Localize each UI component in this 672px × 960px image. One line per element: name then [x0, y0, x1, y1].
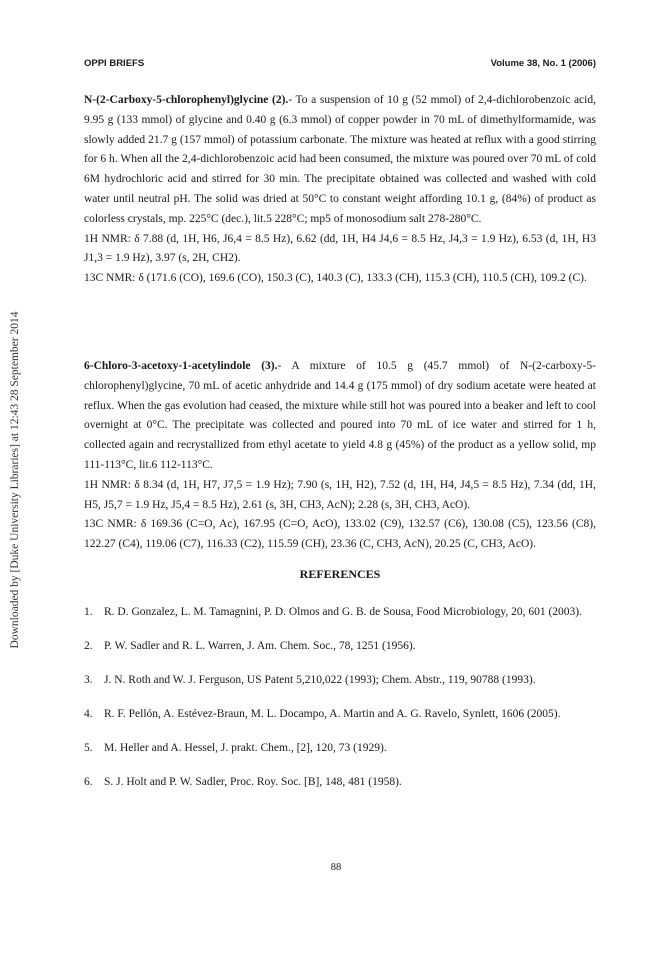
running-header [84, 58, 596, 72]
volume-info: Volume 38, No. 1 (2006) [490, 58, 596, 69]
reference-item [84, 774, 596, 791]
reference-text: M. Heller and A. Hessel, J. prakt. Chem., [2], 120, 73 (1929). [104, 742, 387, 754]
reference-number: 5. [84, 742, 93, 754]
reference-text: J. N. Roth and W. J. Ferguson, US Patent 5,210,022 (1993); Chem. Abstr., 119, 90788 (1993). [104, 674, 536, 686]
reference-item [84, 604, 596, 621]
reference-item [84, 638, 596, 655]
reference-number: 1. [84, 606, 93, 618]
compound-2-title: N-(2-Carboxy-5-chlorophenyl)glycine (2). [84, 94, 289, 106]
reference-list [84, 604, 596, 808]
compound-3-procedure [84, 357, 596, 476]
compound-3-title: 6-Chloro-3-acetoxy-1-acetylindole (3). [84, 360, 278, 372]
reference-number: 4. [84, 708, 93, 720]
download-watermark-text: Downloaded by [Duke University Libraries] at 12:43 28 September 2014 [9, 311, 21, 649]
compound-3-hnmr: 1H NMR: δ 8.34 (d, 1H, H7, J7,5 = 1.9 Hz); 7.90 (s, 1H, H2), 7.52 (d, 1H, H4, J4,5 = 8.5 Hz), 7.34 (dd, 1H, H5, J5,7 = 1.9 Hz, J5,4 = 8.5 Hz), 2.61 (s, 3H, CH3, AcN); 2.28 (s, 3H, CH3, AcO). [84, 478, 596, 511]
compound-3-section [84, 357, 596, 555]
reference-text: P. W. Sadler and R. L. Warren, J. Am. Chem. Soc., 78, 1251 (1956). [104, 640, 416, 652]
compound-2-cnmr: 13C NMR: δ (171.6 (CO), 169.6 (CO), 150.3 (C), 140.3 (C), 133.3 (CH), 115.3 (CH), 110.5 (CH), 109.2 (C). [84, 272, 587, 285]
compound-2-section [84, 91, 596, 289]
reference-text: S. J. Holt and P. W. Sadler, Proc. Roy. Soc. [B], 148, 481 (1958). [104, 776, 402, 788]
compound-2-procedure [84, 91, 596, 230]
reference-item [84, 740, 596, 757]
compound-2-text: - To a suspension of 10 g (52 mmol) of 2,4-dichlorobenzoic acid, 9.95 g (133 mmol) of glycine and 0.40 g (6.3 mmol) of copper powder in 70 mL of dimethylformamide, was slowly added 21.7 g (157 mmol) of potassium carbonate. The mixture was heated at reflux with a good stirring for 6 h. When all the 2,4-dichlorobenzoic acid had been consumed, the mixture was poured over 70 mL of cold 6M hydrochloric acid and stirred for 30 min. The precipitate obtained was collected and washed with cold water until neutral pH. The solid was dried at 50°C to constant weight affording 10.1 g, (84%) of product as colorless crystals, mp. 225°C (dec.), lit.5 228°C; mp5 of monosodium salt 278-280°C. [84, 94, 596, 225]
journal-section-title: OPPI BRIEFS [84, 58, 145, 69]
reference-text: R. F. Pellón, A. Estévez-Braun, M. L. Docampo, A. Martin and A. G. Ravelo, Synlett, 1606 (2005). [104, 708, 561, 720]
reference-number: 2. [84, 640, 93, 652]
page-number: 88 [330, 862, 342, 873]
reference-number: 6. [84, 776, 93, 788]
download-watermark [8, 250, 22, 710]
reference-item [84, 672, 596, 689]
reference-number: 3. [84, 674, 93, 686]
references-heading: REFERENCES [299, 567, 381, 581]
reference-item [84, 706, 596, 723]
reference-text: R. D. Gonzalez, L. M. Tamagnini, P. D. Olmos and G. B. de Sousa, Food Microbiology, 20, 601 (2003). [104, 606, 583, 618]
compound-3-text: - A mixture of 10.5 g (45.7 mmol) of N-(2-carboxy-5-chlorophenyl)glycine, 70 mL of acetic anhydride and 14.4 g (175 mmol) of dry sodium acetate were heated at reflux. When the gas evolution had ceased, the mixture while still hot was poured into a beaker and left to cool overnight at 0°C. The precipitate was collected and poured into 70 mL of ice water and stirred for 1 h, collected again and recrystallized from ethyl acetate to yield 4.8 g (45%) of the product as a yellow solid, mp 111-113°C, lit.6 112-113°C. [84, 360, 596, 471]
compound-3-cnmr: 13C NMR: δ 169.36 (C=O, Ac), 167.95 (C=O, AcO), 133.02 (C9), 132.57 (C6), 130.08 (C5), 123.56 (C8), 122.27 (C4), 119.06 (C7), 116.33 (C2), 115.59 (CH), 23.36 (C, CH3, AcN), 20.25 (C, CH3, AcO). [84, 518, 596, 551]
compound-2-hnmr: 1H NMR: δ 7.88 (d, 1H, H6, J6,4 = 8.5 Hz), 6.62 (dd, 1H, H4 J4,6 = 8.5 Hz, J4,3 = 1.9 Hz), 6.53 (d, 1H, H3 J1,3 = 1.9 Hz), 3.97 (s, 2H, CH2). [84, 232, 596, 265]
